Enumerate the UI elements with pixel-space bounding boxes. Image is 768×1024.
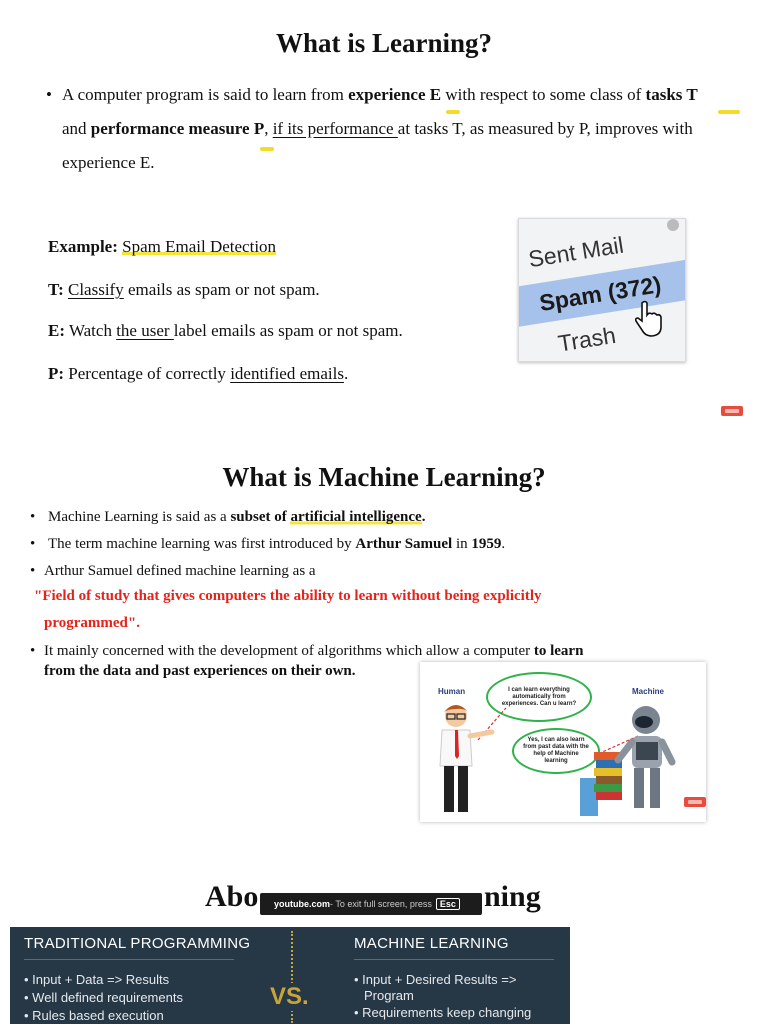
def-tasks: tasks T — [645, 85, 698, 104]
hand-cursor-icon — [633, 299, 663, 337]
b2-mid: in — [452, 536, 472, 552]
e-pre: Watch — [68, 321, 117, 340]
mail-spam: Spam (372) — [518, 251, 686, 330]
def-text-3: and — [62, 119, 91, 138]
e-rest: label emails as spam or not spam. — [173, 321, 403, 340]
slide2-title: What is Machine Learning? — [222, 462, 546, 492]
def-text-4: , — [264, 119, 273, 138]
b4-bold2: from the data and past experiences on their own. — [44, 663, 356, 679]
ml-bullet-2: • The term machine learning was first introduced by Arthur Samuel in 1959. — [30, 536, 506, 552]
notice-domain: youtube.com — [274, 899, 331, 909]
machine-label: Machine — [632, 687, 665, 696]
human-figure-icon — [428, 700, 498, 820]
highlight-mark-t — [718, 110, 740, 114]
quote-line-1: "Field of study that gives computers the ability to learn without being explicitly — [34, 588, 542, 604]
b4-bold1: to learn — [533, 643, 584, 659]
e-line — [48, 320, 403, 342]
esc-key[interactable]: Esc — [436, 898, 460, 910]
comparison-banner — [10, 927, 570, 1024]
p-line — [48, 363, 348, 385]
e-the-user: the user — [116, 321, 174, 340]
example-label: Example: — [48, 237, 118, 256]
slide3-title-left: Abo — [205, 880, 259, 913]
b2-name: Arthur Samuel — [355, 536, 453, 552]
notice-message: - To exit full screen, press — [330, 899, 432, 909]
spam-folder-image — [518, 218, 686, 362]
b3-text: Arthur Samuel defined machine learning as a — [44, 563, 316, 579]
b2-year: 1959 — [471, 536, 502, 552]
slide1-title: What is Learning? — [275, 28, 493, 58]
ml-item-1: • Input + Desired Results => — [354, 972, 517, 987]
highlight-mark-e — [446, 110, 460, 114]
traditional-rule — [24, 959, 234, 960]
close-icon — [667, 219, 679, 231]
e-label: E: — [48, 321, 65, 340]
p-pre: Percentage of correctly — [68, 364, 231, 383]
b1-ai: artificial intelligence — [290, 509, 422, 525]
t-line — [48, 279, 320, 301]
traditional-item-2: • Well defined requirements — [24, 990, 183, 1005]
ml-heading: MACHINE LEARNING — [354, 935, 509, 952]
def-text-6: experience E. — [62, 153, 155, 172]
human-vs-machine-figure — [420, 662, 706, 822]
b2-end: . — [501, 536, 506, 552]
human-label: Human — [438, 687, 466, 696]
example-line — [48, 236, 276, 258]
youtube-icon — [721, 406, 743, 416]
figure-youtube-icon — [684, 797, 706, 807]
ml-item-2: • Requirements keep changing — [354, 1005, 532, 1020]
ml-item-1-cont: Program — [364, 988, 414, 1003]
robot-figure-icon — [578, 702, 698, 820]
ml-rule — [354, 959, 554, 960]
def-text-2: with respect to some class of — [441, 85, 646, 104]
human-speech-bubble: I can learn everything automatically from experiences. Can u learn? — [486, 672, 592, 722]
bullet-dot: • — [46, 85, 52, 104]
t-rest: emails as spam or not spam. — [123, 280, 320, 299]
learning-definition — [46, 78, 746, 180]
ml-bullet-3: • Arthur Samuel defined machine learning as a — [30, 563, 316, 579]
machine-speech-bubble: Yes, I can also learn from past data with the help of Machine learning — [512, 728, 600, 774]
fullscreen-notice — [260, 893, 482, 915]
ml-bullet-4-cont — [44, 660, 356, 682]
highlight-mark-p — [260, 147, 274, 151]
p-identified: identified emails — [230, 364, 344, 383]
traditional-heading: TRADITIONAL PROGRAMMING — [24, 935, 251, 952]
ml-bullet-4: • It mainly concerned with the development of algorithms which allow a computer to learn — [30, 643, 584, 659]
vs-label: VS. — [270, 983, 309, 1010]
def-text-1: A computer program is said to learn from — [62, 85, 349, 104]
t-label: T: — [48, 280, 64, 299]
b1-subset: subset of — [230, 509, 291, 525]
quote-line-2: programmed". — [44, 615, 140, 631]
def-experience: experience E — [348, 85, 442, 104]
def-if-performance: if its performance — [272, 119, 398, 138]
slide3-title-right: ning — [484, 880, 541, 913]
example-text: Spam Email Detection — [122, 237, 277, 256]
traditional-item-1: • Input + Data => Results — [24, 972, 170, 987]
p-label: P: — [48, 364, 65, 383]
mail-sent: Sent Mail — [526, 231, 626, 273]
def-text-5: at tasks T, as measured by P, improves with — [397, 119, 693, 138]
b4-pre: It mainly concerned with the development of algorithms which allow a computer — [44, 643, 534, 659]
ml-bullet-1: • Machine Learning is said as a subset of artificial intelligence. — [30, 509, 426, 525]
b1-pre: Machine Learning is said as a — [48, 509, 231, 525]
t-classify: Classify — [68, 280, 124, 299]
b2-pre: The term machine learning was first introduced by — [48, 536, 356, 552]
def-performance: performance measure P — [90, 119, 265, 138]
b1-dot: . — [421, 509, 426, 525]
mail-trash: Trash — [556, 321, 618, 357]
traditional-item-3: • Rules based execution — [24, 1008, 164, 1023]
p-rest: . — [343, 364, 349, 383]
